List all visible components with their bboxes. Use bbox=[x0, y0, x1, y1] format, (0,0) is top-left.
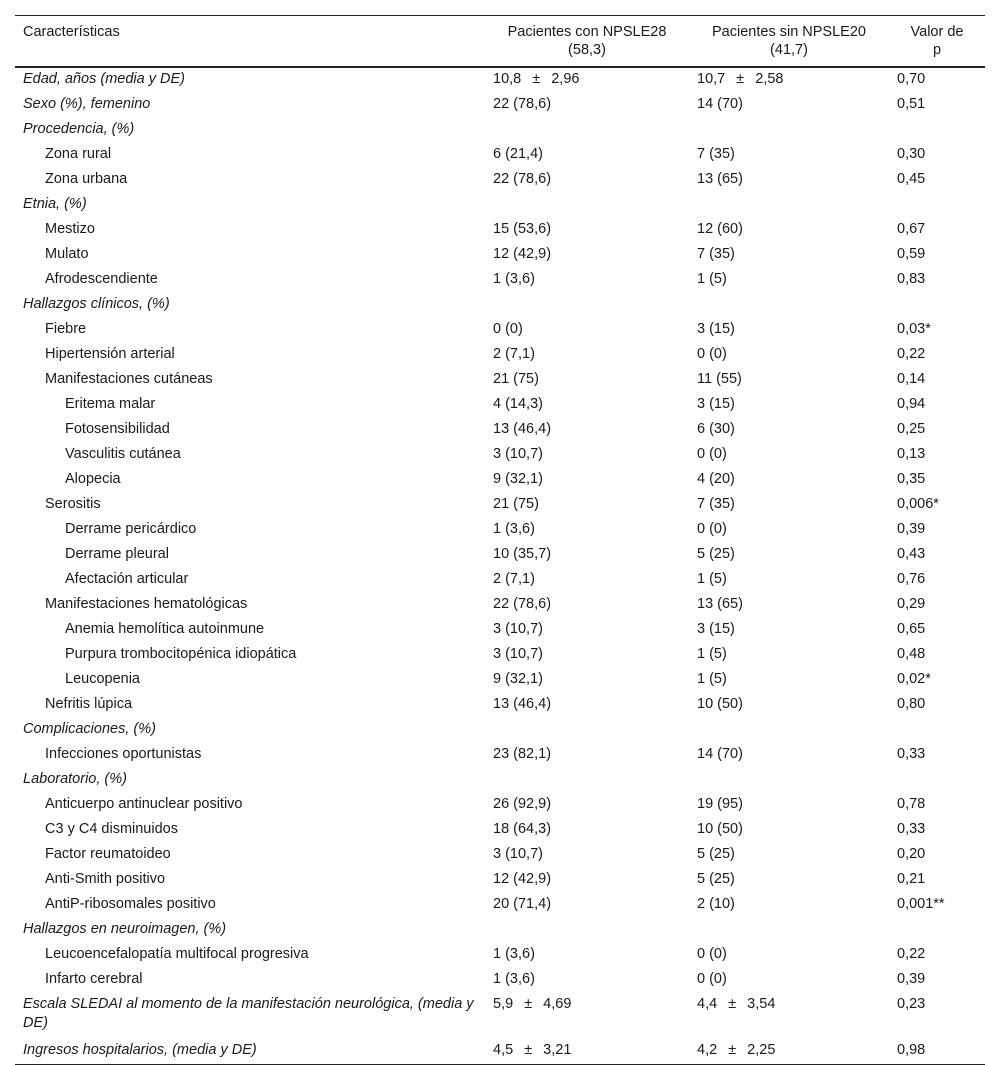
row-label: Infarto cerebral bbox=[45, 971, 143, 987]
with-npsle-value: 23 (82,1) bbox=[493, 746, 552, 762]
without-npsle-value bbox=[689, 193, 889, 218]
table-row bbox=[15, 1039, 985, 1065]
header-with-npsle: Pacientes con NPSLE28 (58,3) bbox=[507, 24, 667, 58]
p-value: 0,22 bbox=[897, 946, 926, 962]
with-npsle-value: 3 (10,7) bbox=[493, 646, 543, 662]
row-label: Vasculitis cutánea bbox=[65, 446, 181, 462]
p-value bbox=[889, 193, 985, 218]
without-npsle-value bbox=[689, 1039, 889, 1065]
without-npsle-value: 10 (50) bbox=[697, 821, 743, 837]
row-label: C3 y C4 disminuidos bbox=[45, 821, 178, 837]
row-label: Escala SLEDAI al momento de la manifestación neurológica, (media y DE) bbox=[23, 996, 474, 1031]
table-header bbox=[15, 16, 985, 68]
p-value: 0,23 bbox=[897, 996, 926, 1012]
with-npsle-value: 9 (32,1) bbox=[493, 671, 543, 687]
row-label: Serositis bbox=[45, 496, 101, 512]
with-npsle-value: 2 (7,1) bbox=[493, 346, 535, 362]
p-value: 0,33 bbox=[897, 746, 926, 762]
p-value: 0,94 bbox=[897, 396, 926, 412]
row-label: Factor reumatoideo bbox=[45, 846, 171, 862]
without-npsle-value: 0 (0) bbox=[697, 446, 727, 462]
without-npsle-value bbox=[689, 118, 889, 143]
with-npsle-value: 22 (78,6) bbox=[493, 96, 552, 112]
row-label: Edad, años (media y DE) bbox=[23, 71, 185, 87]
without-npsle-value: 3 (15) bbox=[697, 621, 735, 637]
table-body bbox=[15, 67, 985, 1065]
without-npsle-value: 1 (5) bbox=[697, 646, 727, 662]
row-label: Nefritis lúpica bbox=[45, 696, 133, 712]
p-value: 0,001** bbox=[897, 896, 945, 912]
with-npsle-value: 1 (3,6) bbox=[493, 946, 535, 962]
without-npsle-value bbox=[689, 718, 889, 743]
p-value: 0,98 bbox=[897, 1042, 926, 1058]
without-npsle-value-sd: 2,58 bbox=[755, 71, 784, 87]
characteristics-table bbox=[15, 15, 985, 1065]
p-value: 0,14 bbox=[897, 371, 926, 387]
without-npsle-value: 5 (25) bbox=[697, 846, 735, 862]
table-row bbox=[15, 368, 985, 393]
with-npsle-value: 1 (3,6) bbox=[493, 271, 535, 287]
with-npsle-value bbox=[485, 193, 689, 218]
with-npsle-value bbox=[485, 918, 689, 943]
row-label: Leucoencefalopatía multifocal progresiva bbox=[45, 946, 309, 962]
with-npsle-value: 13 (46,4) bbox=[493, 696, 552, 712]
p-value: 0,006* bbox=[897, 496, 939, 512]
p-value: 0,70 bbox=[897, 71, 926, 87]
with-npsle-value bbox=[485, 768, 689, 793]
row-label: Derrame pleural bbox=[65, 546, 169, 562]
table-row bbox=[15, 118, 985, 143]
with-npsle-value bbox=[485, 293, 689, 318]
with-npsle-value-mean: 10,8 bbox=[493, 71, 522, 87]
table-row bbox=[15, 668, 985, 693]
with-npsle-value: 2 (7,1) bbox=[493, 571, 535, 587]
with-npsle-value-sd: 3,21 bbox=[543, 1042, 572, 1058]
with-npsle-value: 13 (46,4) bbox=[493, 421, 552, 437]
with-npsle-value: 6 (21,4) bbox=[493, 146, 543, 162]
row-label: Fiebre bbox=[45, 321, 87, 337]
p-value: 0,21 bbox=[897, 871, 926, 887]
with-npsle-value: 3 (10,7) bbox=[493, 621, 543, 637]
with-npsle-value: 4 (14,3) bbox=[493, 396, 543, 412]
without-npsle-value: 7 (35) bbox=[697, 146, 735, 162]
table-row bbox=[15, 143, 985, 168]
table-row bbox=[15, 693, 985, 718]
without-npsle-value: 5 (25) bbox=[697, 871, 735, 887]
with-npsle-value: 9 (32,1) bbox=[493, 471, 543, 487]
with-npsle-value: 3 (10,7) bbox=[493, 446, 543, 462]
row-label: Mulato bbox=[45, 246, 89, 262]
without-npsle-value: 11 (55) bbox=[697, 371, 742, 387]
with-npsle-value: 20 (71,4) bbox=[493, 896, 552, 912]
table-row bbox=[15, 768, 985, 793]
p-value: 0,22 bbox=[897, 346, 926, 362]
row-label: Derrame pericárdico bbox=[65, 521, 197, 537]
without-npsle-value: 6 (30) bbox=[697, 421, 735, 437]
p-value bbox=[889, 118, 985, 143]
without-npsle-value bbox=[689, 768, 889, 793]
with-npsle-value bbox=[485, 67, 689, 93]
table-row bbox=[15, 218, 985, 243]
p-value: 0,45 bbox=[897, 171, 926, 187]
row-label: Eritema malar bbox=[65, 396, 156, 412]
without-npsle-value-pm: ± bbox=[736, 71, 745, 87]
p-value: 0,83 bbox=[897, 271, 926, 287]
table-row bbox=[15, 318, 985, 343]
p-value: 0,33 bbox=[897, 821, 926, 837]
row-label: Manifestaciones hematológicas bbox=[45, 596, 248, 612]
p-value bbox=[889, 918, 985, 943]
without-npsle-value bbox=[689, 993, 889, 1039]
row-label: Procedencia, (%) bbox=[23, 121, 135, 137]
with-npsle-value bbox=[485, 1039, 689, 1065]
without-npsle-value: 0 (0) bbox=[697, 346, 727, 362]
table-row bbox=[15, 268, 985, 293]
row-label: Afrodescendiente bbox=[45, 271, 158, 287]
row-label: Hallazgos en neuroimagen, (%) bbox=[23, 921, 227, 937]
with-npsle-value: 0 (0) bbox=[493, 321, 523, 337]
header-row bbox=[15, 16, 985, 68]
table-row bbox=[15, 418, 985, 443]
without-npsle-value: 1 (5) bbox=[697, 571, 727, 587]
with-npsle-value-mean: 4,5 bbox=[493, 1042, 514, 1058]
row-label: Laboratorio, (%) bbox=[23, 771, 127, 787]
without-npsle-value: 12 (60) bbox=[697, 221, 743, 237]
table-row bbox=[15, 868, 985, 893]
row-label: Infecciones oportunistas bbox=[45, 746, 202, 762]
table-row bbox=[15, 67, 985, 93]
without-npsle-value: 7 (35) bbox=[697, 496, 735, 512]
row-label: Alopecia bbox=[65, 471, 121, 487]
without-npsle-value: 1 (5) bbox=[697, 671, 727, 687]
row-label: Afectación articular bbox=[65, 571, 189, 587]
row-label: Purpura trombocitopénica idiopática bbox=[65, 646, 297, 662]
p-value: 0,30 bbox=[897, 146, 926, 162]
with-npsle-value: 12 (42,9) bbox=[493, 871, 552, 887]
header-p-value: Valor de p bbox=[910, 24, 964, 58]
row-label: Manifestaciones cutáneas bbox=[45, 371, 213, 387]
with-npsle-value bbox=[485, 718, 689, 743]
with-npsle-value: 21 (75) bbox=[493, 371, 539, 387]
p-value: 0,65 bbox=[897, 621, 926, 637]
p-value: 0,25 bbox=[897, 421, 926, 437]
table-row bbox=[15, 743, 985, 768]
without-npsle-value: 13 (65) bbox=[697, 596, 743, 612]
without-npsle-value: 0 (0) bbox=[697, 946, 727, 962]
p-value: 0,29 bbox=[897, 596, 926, 612]
table-row bbox=[15, 718, 985, 743]
without-npsle-value: 3 (15) bbox=[697, 321, 735, 337]
p-value: 0,80 bbox=[897, 696, 926, 712]
with-npsle-value: 3 (10,7) bbox=[493, 846, 543, 862]
with-npsle-value-pm: ± bbox=[524, 996, 533, 1012]
with-npsle-value: 15 (53,6) bbox=[493, 221, 552, 237]
table-row bbox=[15, 93, 985, 118]
table-row bbox=[15, 893, 985, 918]
table-row bbox=[15, 393, 985, 418]
without-npsle-value: 5 (25) bbox=[697, 546, 735, 562]
with-npsle-value: 1 (3,6) bbox=[493, 971, 535, 987]
p-value: 0,59 bbox=[897, 246, 926, 262]
p-value bbox=[889, 718, 985, 743]
table-row bbox=[15, 818, 985, 843]
table-row bbox=[15, 543, 985, 568]
p-value bbox=[889, 293, 985, 318]
with-npsle-value-pm: ± bbox=[532, 71, 541, 87]
table-row bbox=[15, 918, 985, 943]
table-row bbox=[15, 593, 985, 618]
row-label: Anti-Smith positivo bbox=[45, 871, 166, 887]
table-row bbox=[15, 168, 985, 193]
with-npsle-value-mean: 5,9 bbox=[493, 996, 514, 1012]
with-npsle-value-sd: 4,69 bbox=[543, 996, 572, 1012]
without-npsle-value-pm: ± bbox=[728, 1042, 737, 1058]
row-label: Fotosensibilidad bbox=[65, 421, 170, 437]
p-value: 0,67 bbox=[897, 221, 926, 237]
p-value: 0,76 bbox=[897, 571, 926, 587]
with-npsle-value: 22 (78,6) bbox=[493, 171, 552, 187]
p-value: 0,43 bbox=[897, 546, 926, 562]
header-characteristics: Características bbox=[23, 24, 120, 40]
p-value bbox=[889, 768, 985, 793]
with-npsle-value bbox=[485, 118, 689, 143]
without-npsle-value-mean: 4,2 bbox=[697, 1042, 718, 1058]
without-npsle-value: 0 (0) bbox=[697, 971, 727, 987]
table-row bbox=[15, 468, 985, 493]
p-value: 0,35 bbox=[897, 471, 926, 487]
p-value: 0,51 bbox=[897, 96, 926, 112]
without-npsle-value-sd: 3,54 bbox=[747, 996, 776, 1012]
row-label: Anticuerpo antinuclear positivo bbox=[45, 796, 243, 812]
without-npsle-value: 0 (0) bbox=[697, 521, 727, 537]
row-label: Zona urbana bbox=[45, 171, 128, 187]
without-npsle-value bbox=[689, 918, 889, 943]
without-npsle-value: 14 (70) bbox=[697, 96, 743, 112]
without-npsle-value bbox=[689, 293, 889, 318]
p-value: 0,39 bbox=[897, 971, 926, 987]
table-row bbox=[15, 243, 985, 268]
table-row bbox=[15, 843, 985, 868]
with-npsle-value bbox=[485, 993, 689, 1039]
with-npsle-value: 21 (75) bbox=[493, 496, 539, 512]
without-npsle-value: 3 (15) bbox=[697, 396, 735, 412]
without-npsle-value-mean: 4,4 bbox=[697, 996, 718, 1012]
with-npsle-value-pm: ± bbox=[524, 1042, 533, 1058]
table-row bbox=[15, 493, 985, 518]
table-row bbox=[15, 968, 985, 993]
table-row bbox=[15, 293, 985, 318]
p-value: 0,03* bbox=[897, 321, 931, 337]
p-value: 0,48 bbox=[897, 646, 926, 662]
with-npsle-value: 18 (64,3) bbox=[493, 821, 552, 837]
without-npsle-value: 1 (5) bbox=[697, 271, 727, 287]
without-npsle-value: 19 (95) bbox=[697, 796, 743, 812]
table-row bbox=[15, 618, 985, 643]
without-npsle-value-pm: ± bbox=[728, 996, 737, 1012]
without-npsle-value: 2 (10) bbox=[697, 896, 735, 912]
row-label: Mestizo bbox=[45, 221, 95, 237]
table-row bbox=[15, 193, 985, 218]
table-row bbox=[15, 793, 985, 818]
row-label: Anemia hemolítica autoinmune bbox=[65, 621, 265, 637]
without-npsle-value: 7 (35) bbox=[697, 246, 735, 262]
row-label: Complicaciones, (%) bbox=[23, 721, 156, 737]
table-row bbox=[15, 643, 985, 668]
table-row bbox=[15, 568, 985, 593]
table-row bbox=[15, 943, 985, 968]
row-label: Etnia, (%) bbox=[23, 196, 87, 212]
with-npsle-value: 26 (92,9) bbox=[493, 796, 552, 812]
table-row bbox=[15, 993, 985, 1039]
with-npsle-value: 1 (3,6) bbox=[493, 521, 535, 537]
header-without-npsle: Pacientes sin NPSLE20 (41,7) bbox=[712, 24, 866, 58]
table-row bbox=[15, 343, 985, 368]
without-npsle-value: 14 (70) bbox=[697, 746, 743, 762]
p-value: 0,13 bbox=[897, 446, 926, 462]
row-label: Ingresos hospitalarios, (media y DE) bbox=[23, 1042, 257, 1058]
with-npsle-value-sd: 2,96 bbox=[551, 71, 580, 87]
without-npsle-value: 4 (20) bbox=[697, 471, 735, 487]
row-label: Sexo (%), femenino bbox=[23, 96, 151, 112]
p-value: 0,02* bbox=[897, 671, 931, 687]
with-npsle-value: 10 (35,7) bbox=[493, 546, 552, 562]
without-npsle-value bbox=[689, 67, 889, 93]
row-label: Hallazgos clínicos, (%) bbox=[23, 296, 170, 312]
without-npsle-value-mean: 10,7 bbox=[697, 71, 726, 87]
row-label: AntiP-ribosomales positivo bbox=[45, 896, 216, 912]
without-npsle-value: 13 (65) bbox=[697, 171, 743, 187]
p-value: 0,20 bbox=[897, 846, 926, 862]
row-label: Leucopenia bbox=[65, 671, 140, 687]
p-value: 0,78 bbox=[897, 796, 926, 812]
table-row bbox=[15, 443, 985, 468]
without-npsle-value-sd: 2,25 bbox=[747, 1042, 776, 1058]
with-npsle-value: 12 (42,9) bbox=[493, 246, 552, 262]
p-value: 0,39 bbox=[897, 521, 926, 537]
row-label: Zona rural bbox=[45, 146, 112, 162]
with-npsle-value: 22 (78,6) bbox=[493, 596, 552, 612]
without-npsle-value: 10 (50) bbox=[697, 696, 743, 712]
row-label: Hipertensión arterial bbox=[45, 346, 175, 362]
table-row bbox=[15, 518, 985, 543]
